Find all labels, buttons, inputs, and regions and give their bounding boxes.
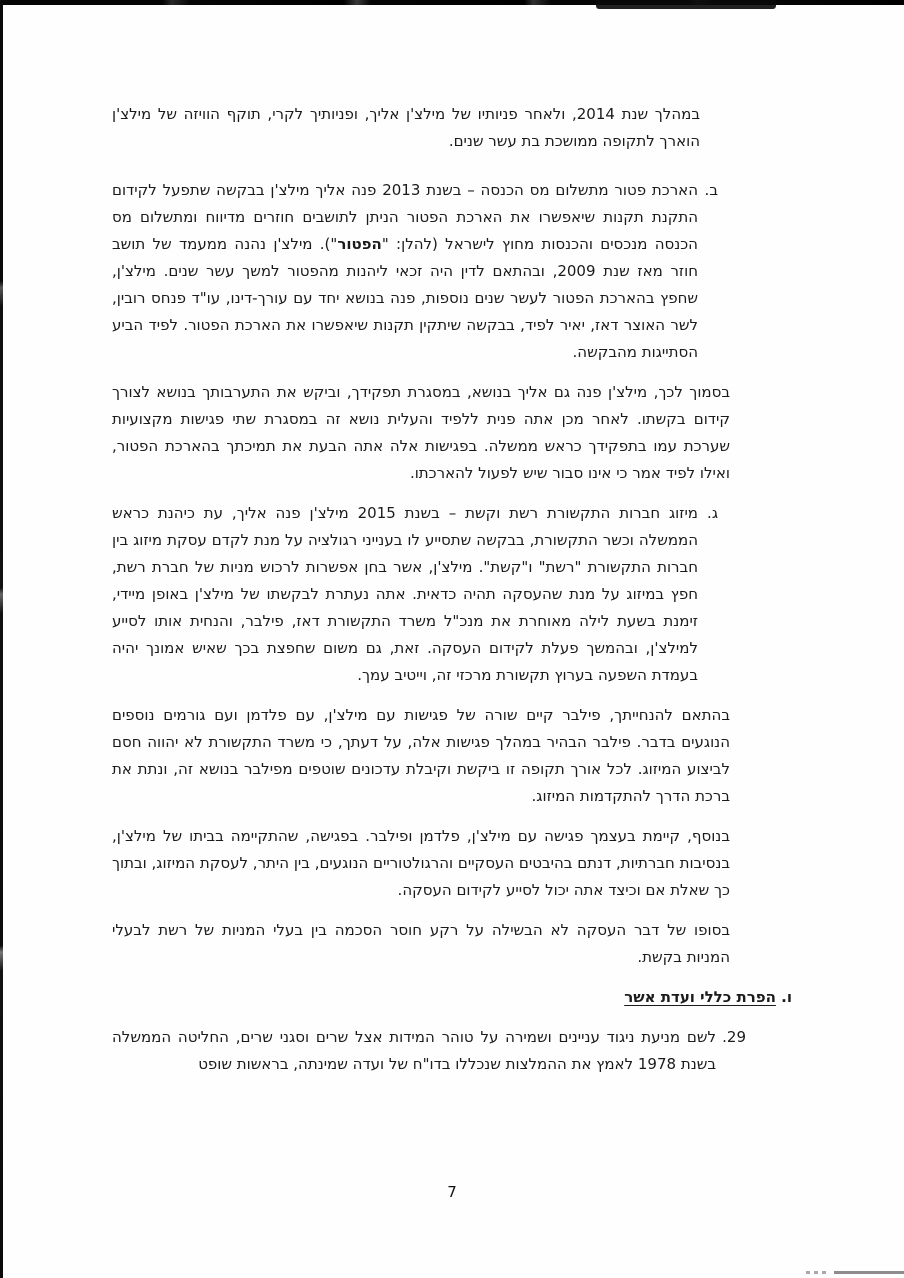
text-run: בסופו של דבר העסקה לא הבשילה על רקע חוסר הסכמה בין בעלי המניות של רשת לבעלי המניות בקשת. xyxy=(112,921,730,966)
section-heading-title: הפרת כללי ועדת אשר xyxy=(624,988,776,1006)
scan-mark-bottom-right xyxy=(834,1271,904,1274)
text-run: הארכת פטור מתשלום מס הכנסה – בשנת 2013 פנה אליך מילצ'ן בבקשה שתפעל לקידום התקנת תקנות שיאפשרו את הארכת הפטור הניתן לתושבים חוזרים מדיווח ומתשלום מס הכנסה מנכסים והכנסות מחוץ לישראל (להלן: " xyxy=(112,181,698,253)
item-marker: 29. xyxy=(722,1028,746,1046)
section-heading xyxy=(112,984,792,1011)
section-heading-prefix: ו. xyxy=(775,988,792,1006)
text-run: "). מילצ'ן נהנה ממעמד של תושב חוזר מאז שנת 2009, ובהתאם לדין היה זכאי ליהנות מהפטור למשך עשר שנים. מילצ'ן, שחפץ בהארכת הפטור לעשר שנים נוספות, פנה בנושא יחד עם עורך-דינו, עו"ד פנחס רובין, לשר האוצר דאז, יאיר לפיד, בבקשה שיתקין תקנות שיאפשרו את הארכת הפטור. לפיד הביע הסתייגות מהבקשה. xyxy=(112,235,699,361)
text-run: בהתאם להנחייתך, פילבר קיים שורה של פגישות עם מילצ'ן, עם פלדמן ועם גורמים נוספים הנוגעים בדבר. פילבר הבהיר במהלך פגישות אלה, על דעתך, כי משרד התקשורת לא יהווה חסם לביצוע המיזוג. לכל אורך תקופה זו ביקשת וקיבלת עדכונים שוטפים מפילבר בנושא זה, ונתת את ברכת הדרך להתקדמות המיזוג. xyxy=(112,706,730,805)
item-text xyxy=(112,500,698,689)
item-marker: ב. xyxy=(704,181,718,199)
item-text xyxy=(112,1024,716,1078)
text-run: בנוסף, קיימת בעצמך פגישה עם מילצ'ן, פלדמן ופילבר. בפגישה, שהתקיימה בביתו של מילצ'ן, בנסיבות חברתיות, דנתם בהיבטים העסקיים והרגולטוריים הנוגעים, בין היתר, לעסקת המיזוג, ובתוך כך שאלת אם וכיצד אתה יכול לסייע לקידום העסקה. xyxy=(112,827,730,899)
lettered-list-item xyxy=(112,177,718,366)
text-run: בסמוך לכך, מילצ'ן פנה גם אליך בנושא, במסגרת תפקידך, וביקש את התערבותך בנושא לצורך קידום בקשתו. לאחר מכן אתה פנית ללפיד והעלית נושא זה במסגרת שתי פגישות מקצועיות שערכת עמו בתפקידך כראש ממשלה. בפגישות אלה אתה הבעת את תמיכתך בהארכת הפטור, ואילו לפיד אמר כי אינו סבור שיש לפעול להארכתו. xyxy=(112,383,730,482)
lettered-list-item xyxy=(112,500,718,689)
item-marker: ג. xyxy=(707,504,718,522)
body-paragraph xyxy=(112,702,730,810)
body-paragraph xyxy=(112,379,730,487)
body-paragraph xyxy=(112,101,700,155)
text-run: במהלך שנת 2014, ולאחר פניותיו של מילצ'ן אליך, ופניותיך לקרי, תוקף הוויזה של מילצ'ן הוארך לתקופה ממושכת בת עשר שנים. xyxy=(112,105,700,150)
item-text xyxy=(112,177,698,366)
emphasized-text: הפטור xyxy=(337,235,382,253)
scan-mark-bottom-right-dots xyxy=(806,1271,830,1274)
body-paragraph xyxy=(112,823,730,904)
text-run: מיזוג חברות התקשורת רשת וקשת – בשנת 2015 מילצ'ן פנה אליך, עת כיהנת כראש הממשלה וכשר התקשורת, בבקשה שתסייע לו בענייני רגולציה על מנת לקדם עסקת מיזוג בין חברות התקשורת "רשת" ו"קשת". מילצ'ן, אשר בחן אפשרות לרכוש מניות של חברת רשת, חפץ במיזוג על מנת שהעסקה תהיה כדאית. אתה נעתרת לבקשתו של מילצ'ן באופן מיידי, זימנת בשעת לילה מאוחרת את מנכ"ל משרד התקשורת דאז, פילבר, והנחית אותו לסייע למילצ'ן, ובהמשך פעלת לקידום העסקה. זאת, גם משום שחפצת בכך שאיש אמונך יהיה בעמדת השפעה בערוץ תקשורת מרכזי זה, וייטיב עמך. xyxy=(112,504,698,684)
numbered-list-item xyxy=(112,1024,746,1078)
document-body xyxy=(0,101,904,1091)
scan-edge-top-blotch xyxy=(596,0,776,9)
body-paragraph xyxy=(112,917,730,971)
page-number: 7 xyxy=(447,1183,457,1201)
text-run: לשם מניעת ניגוד עניינים ושמירה על טוהר המידות אצל שרים וסגני שרים, החליטה הממשלה בשנת 1978 לאמץ את ההמלצות שנכללו בדו"ח של ועדה שמינתה, בראשות שופט xyxy=(112,1028,716,1073)
